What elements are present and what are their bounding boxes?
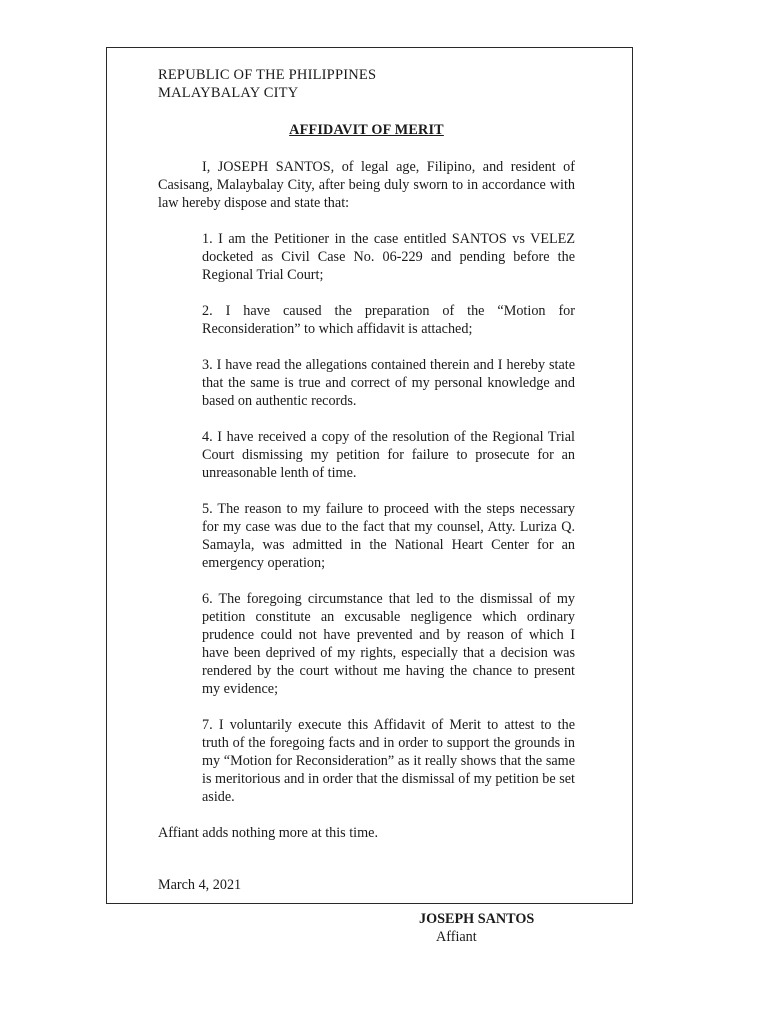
closing-statement: Affiant adds nothing more at this time.: [158, 825, 379, 841]
statement-item-7: 7. I voluntarily execute this Affidavit of Merit to attest to the truth of the foregoing facts and in order to support the grounds in my “Motion for Reconsideration” as it really shows that the same is meritorious and in order that the dismissal of my petition be set aside.: [202, 717, 575, 805]
header-city: MALAYBALAY CITY: [158, 85, 299, 101]
signatory-role: Affiant: [436, 929, 477, 945]
statement-item-6: 6. The foregoing circumstance that led to the dismissal of my petition constitute an excusable negligence which ordinary prudence could not have prevented and by reason of which I have been deprived of my rights, especially that a decision was rendered by the court without me having the chance to present my evidence;: [202, 591, 575, 697]
document-content: [158, 66, 575, 946]
statement-list: [202, 230, 575, 806]
signatory-name: JOSEPH SANTOS: [419, 911, 535, 927]
statement-item-1: 1. I am the Petitioner in the case entitled SANTOS vs VELEZ docketed as Civil Case No. 06-229 and pending before the Regional Trial Court;: [202, 231, 575, 283]
statement-item-2: 2. I have caused the preparation of the “Motion for Reconsideration” to which affidavit is attached;: [202, 303, 575, 337]
intro-paragraph: I, JOSEPH SANTOS, of legal age, Filipino, and resident of Casisang, Malaybalay City, after being duly sworn to in accordance with law hereby dispose and state that:: [158, 159, 575, 211]
statement-item-3: 3. I have read the allegations contained therein and I hereby state that the same is true and correct of my personal knowledge and based on authentic records.: [202, 357, 575, 409]
document-date: March 4, 2021: [158, 877, 242, 893]
header-republic: REPUBLIC OF THE PHILIPPINES: [158, 67, 377, 83]
document-page: [106, 47, 633, 945]
statement-item-5: 5. The reason to my failure to proceed with the steps necessary for my case was due to the fact that my counsel, Atty. Luriza Q. Samayla, was admitted in the National Heart Center for an emergency operation;: [202, 501, 575, 571]
statement-item-4: 4. I have received a copy of the resolution of the Regional Trial Court dismissing my petition for failure to prosecute for an unreasonable lenth of time.: [202, 429, 575, 481]
document-title: AFFIDAVIT OF MERIT: [289, 122, 444, 138]
signature-block: [158, 910, 575, 946]
